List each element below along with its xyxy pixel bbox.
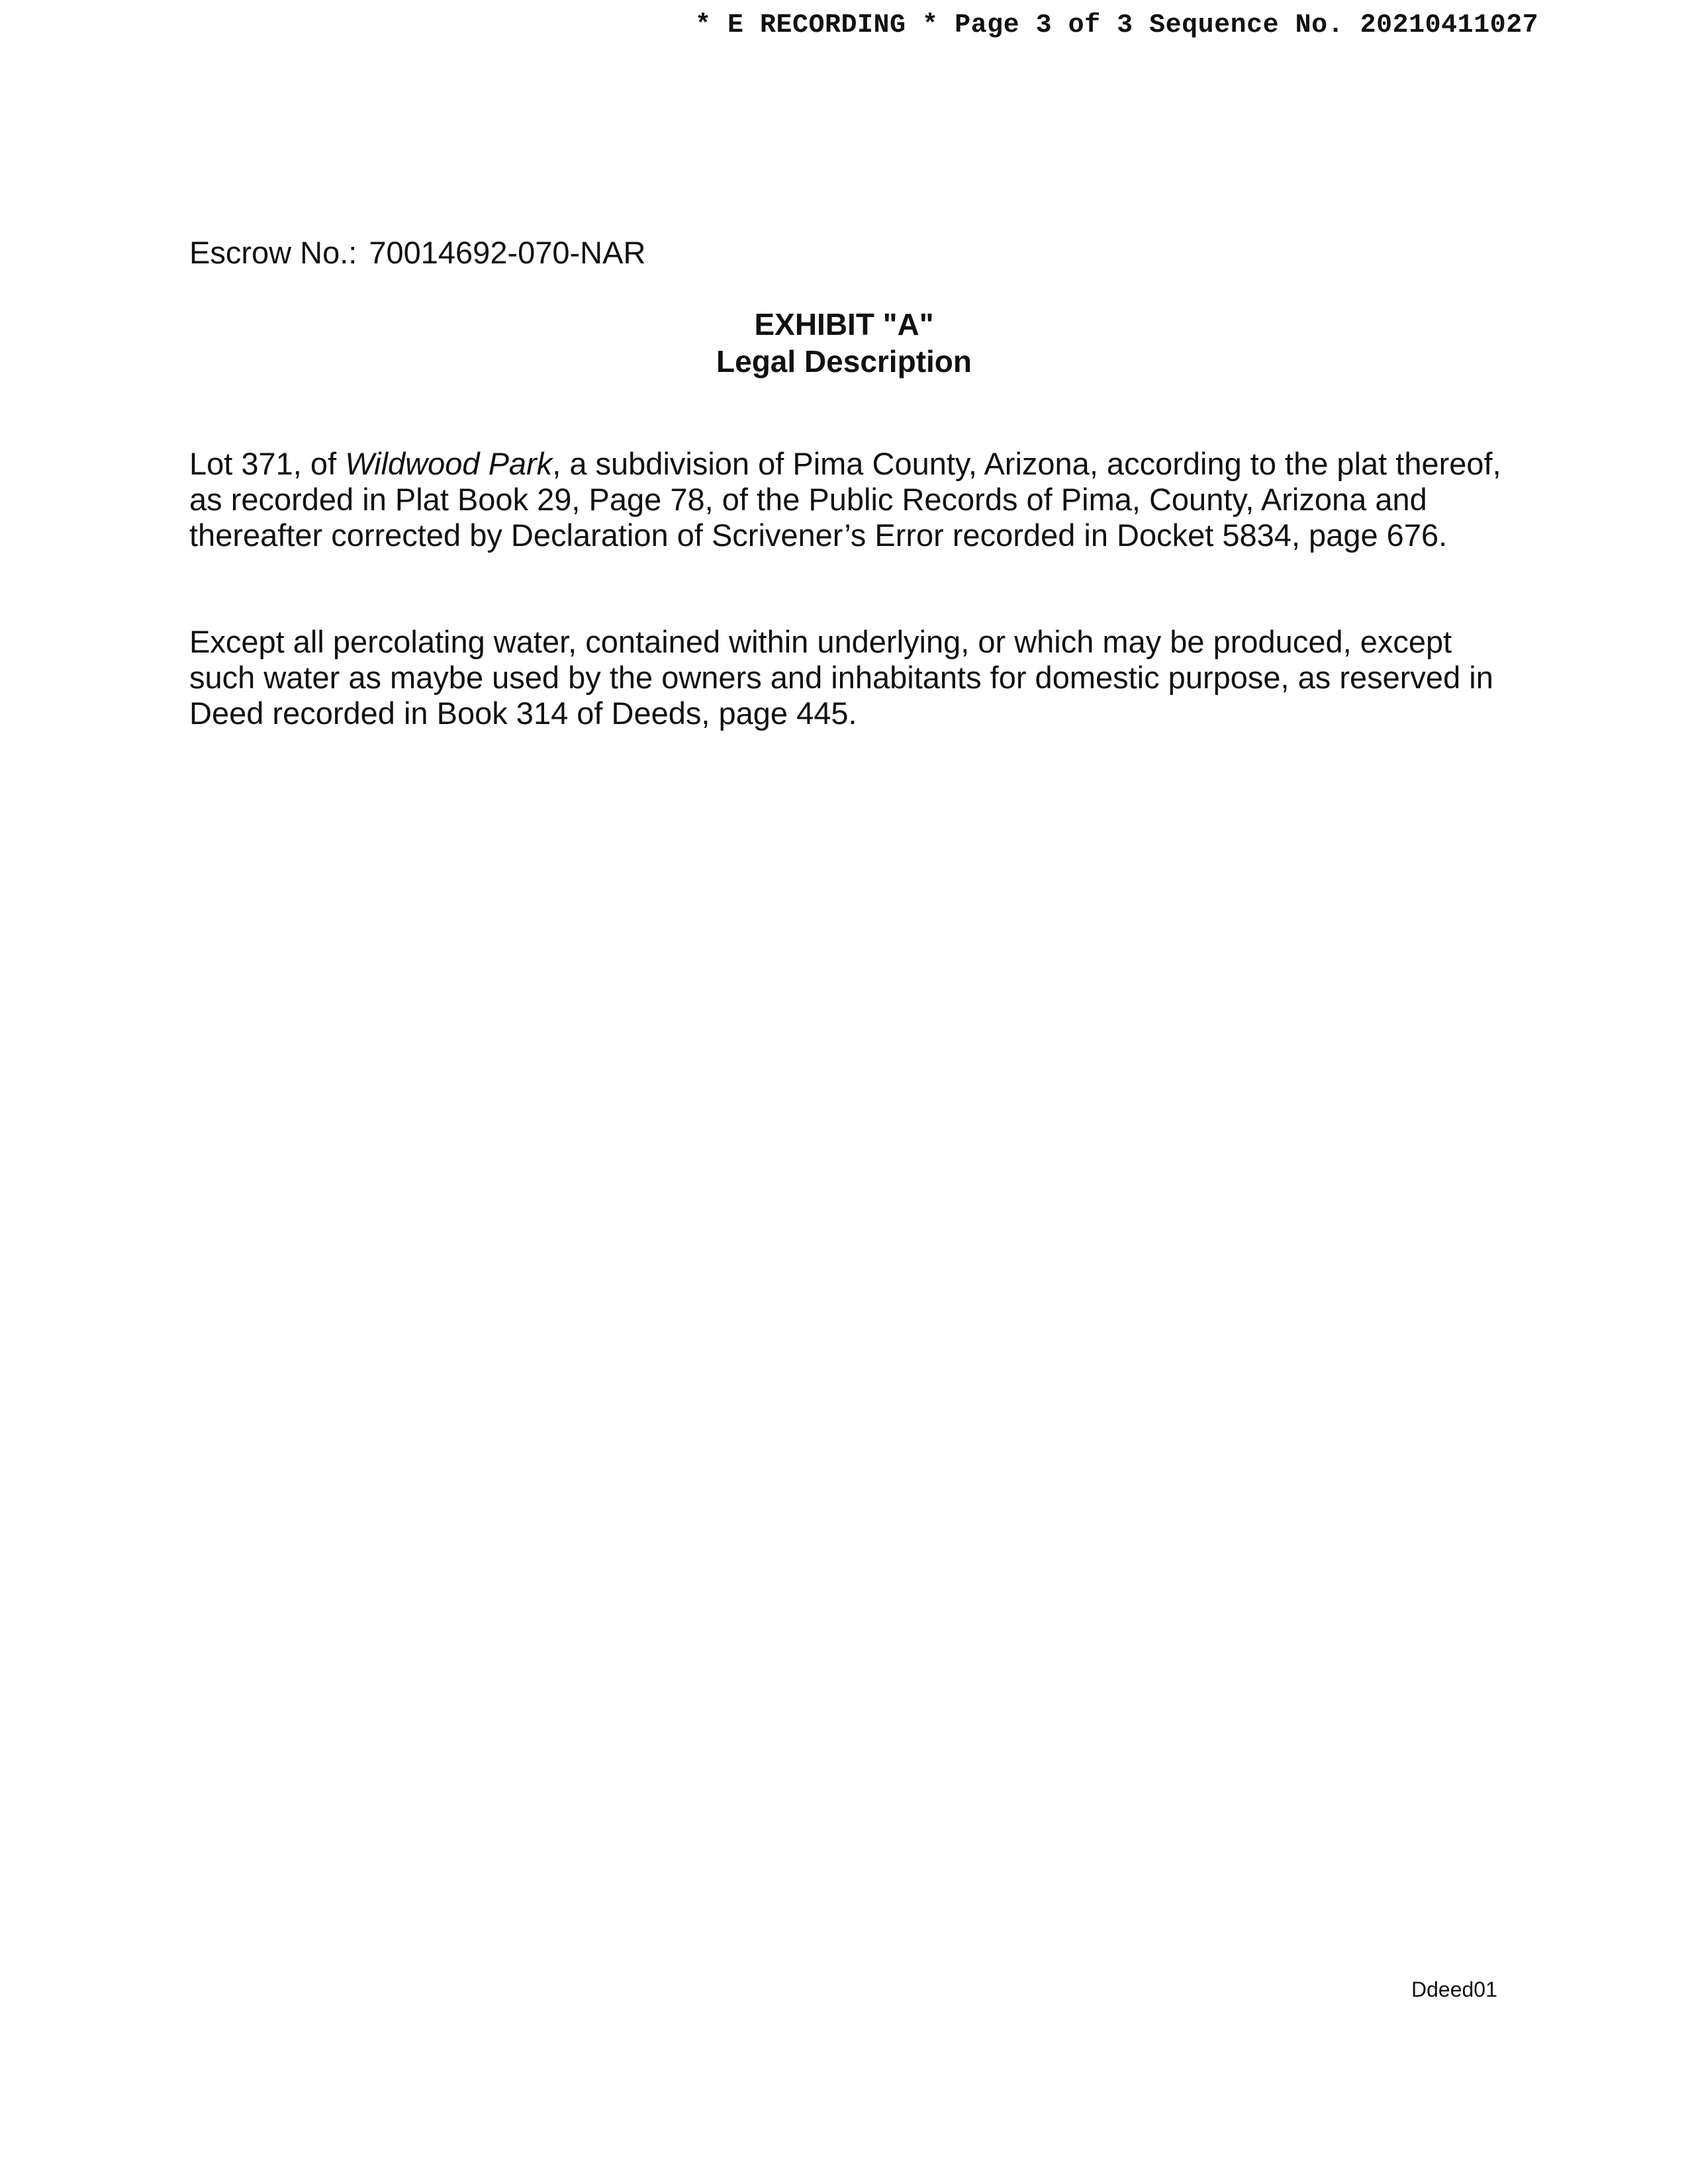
exhibit-heading [0,306,1688,380]
exhibit-title: EXHIBIT "A" [754,307,934,341]
paragraph-1-prefix: Lot 371, of [189,446,346,481]
exhibit-subtitle: Legal Description [716,344,972,379]
legal-description-paragraph-1 [189,446,1507,553]
recording-stamp: * E RECORDING * Page 3 of 3 Sequence No. 20210411027 [695,11,1539,40]
form-code: Ddeed01 [1411,1978,1497,2001]
escrow-value: 70014692-070-NAR [369,235,646,270]
escrow-number-line [189,234,645,271]
subdivision-name: Wildwood Park [345,446,553,481]
escrow-label: Escrow No.: [189,235,357,270]
paragraph-1-rest: , a subdivision of Pima County, Arizona, according to the plat thereof, as recorded in Plat Book 29, Page 78, of the Public Records of Pima, County, Arizona and thereafter corrected by Declaration of Scrivener’s Error recorded in Docket 5834, page 676. [189,446,1501,553]
legal-description-paragraph-2: Except all percolating water, contained within underlying, or which may be produced, except such water as maybe used by the owners and inhabitants for domestic purpose, as reserved in Deed recorded in Book 314 of Deeds, page 445. [189,624,1493,731]
